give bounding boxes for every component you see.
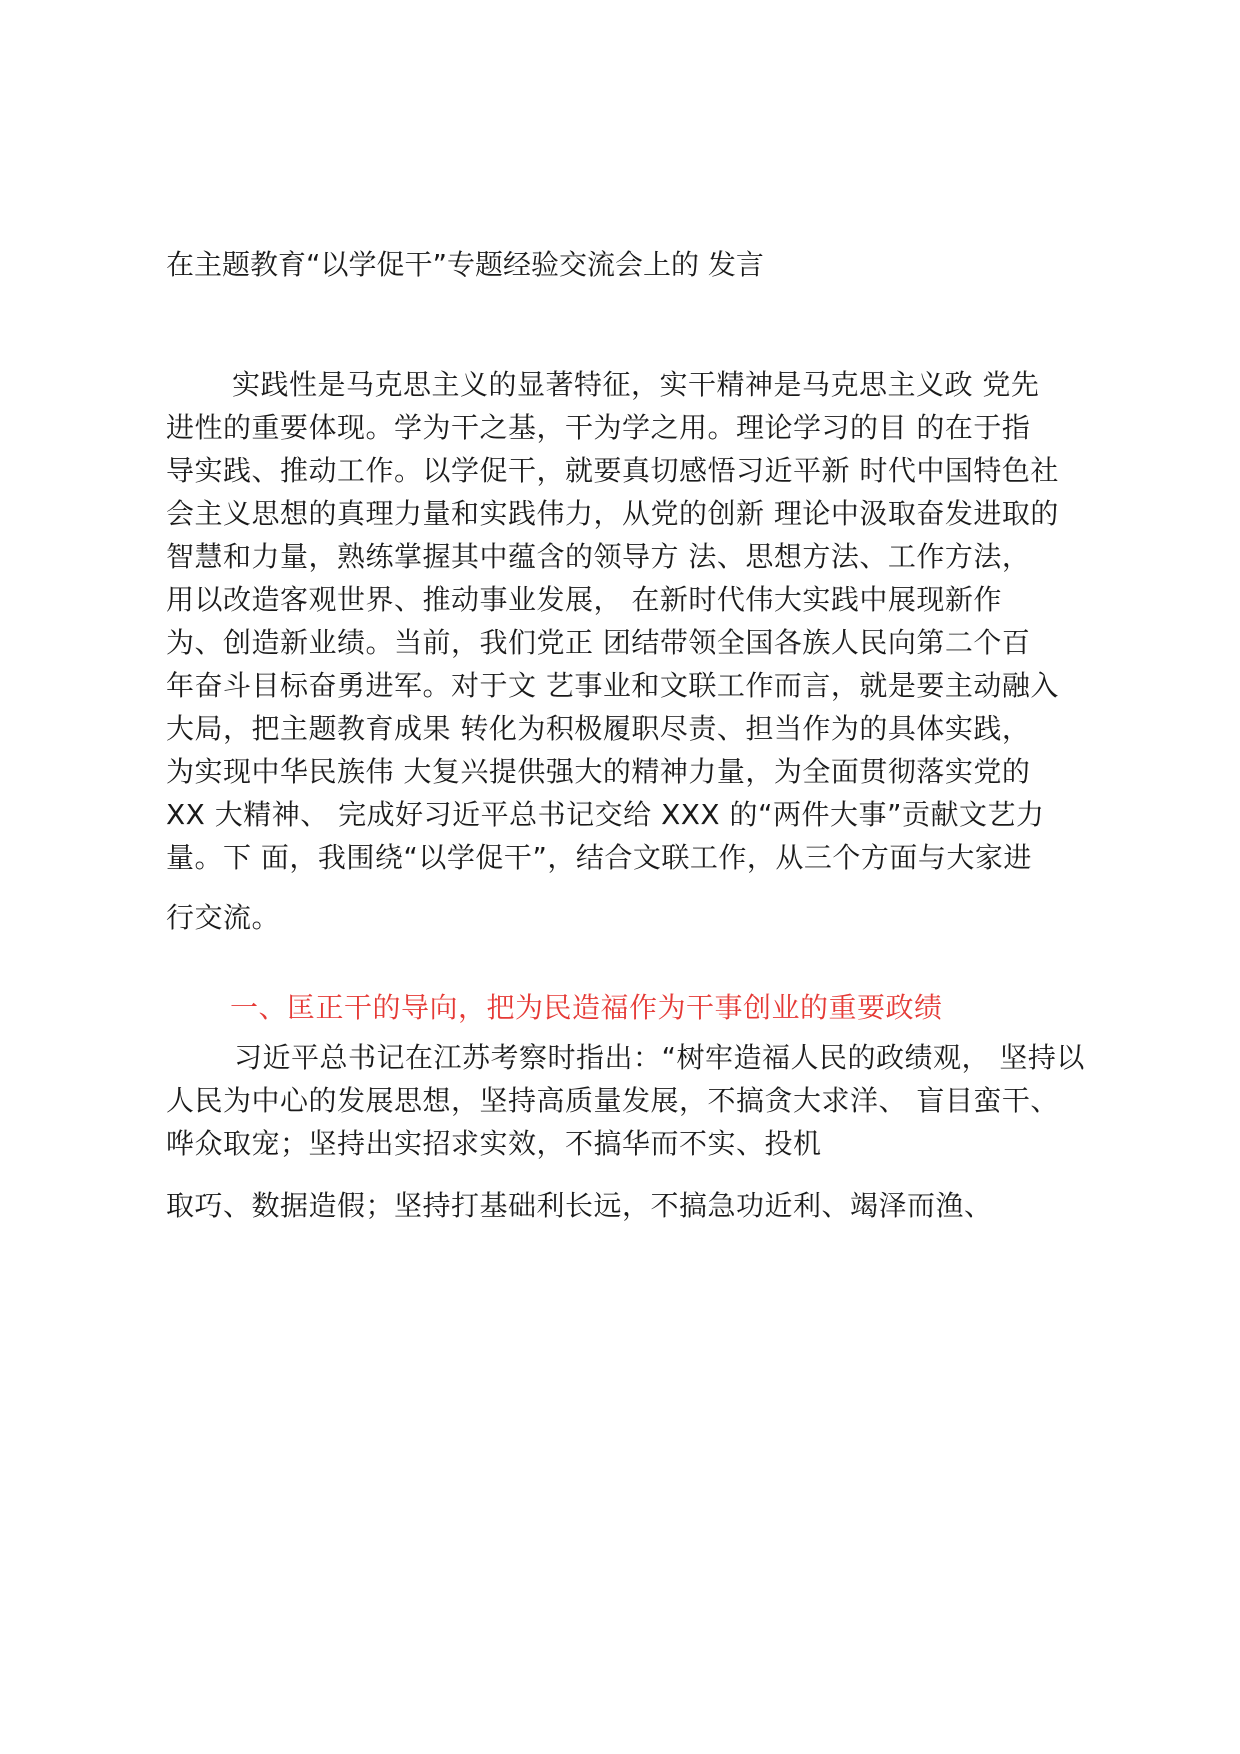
intro-line-8: 年奋斗目标奋勇进军。对于文 艺事业和文联工作而言，就是要主动融入 xyxy=(166,669,1059,702)
intro-line-10: 为实现中华民族伟 大复兴提供强大的精神力量，为全面贯彻落实党的 xyxy=(166,755,1031,788)
intro-line-4: 会主义思想的真理力量和实践伟力，从党的创新 理论中汲取奋发进取的 xyxy=(166,497,1059,530)
intro-line-1: 实践性是马克思主义的显著特征，实干精神是马克思主义政 党先 xyxy=(232,368,1040,401)
section1-line-2: 人民为中心的发展思想，坚持高质量发展，不搞贪大求洋、 盲目蛮干、 xyxy=(166,1084,1059,1117)
section-heading-1: 一、匡正干的导向，把为民造福作为干事创业的重要政绩 xyxy=(230,991,943,1024)
intro-line-3: 导实践、推动工作。以学促干，就要真切感悟习近平新 时代中国特色社 xyxy=(166,454,1059,487)
intro-line-9: 大局，把主题教育成果 转化为积极履职尽责、担当作为的具体实践， xyxy=(166,712,1031,745)
intro-line-5: 智慧和力量，熟练掌握其中蕴含的领导方 法、思想方法、工作方法， xyxy=(166,540,1031,573)
section1-line-3: 哗众取宠；坚持出实招求实效，不搞华而不实、投机 xyxy=(166,1127,822,1160)
section1-line-4: 取巧、数据造假；坚持打基础利长远，不搞急功近利、竭泽而渔、 xyxy=(166,1189,993,1222)
intro-line-12: 量。下 面，我围绕“以学促干”，结合文联工作，从三个方面与大家进 xyxy=(166,841,1032,874)
intro-line-6: 用以改造客观世界、推动事业发展， 在新时代伟大实践中展现新作 xyxy=(166,583,1002,616)
section1-line-1: 习近平总书记在江苏考察时指出：“树牢造福人民的政绩观， 坚持以 xyxy=(234,1041,1085,1074)
document-title: 在主题教育“以学促干”专题经验交流会上的 发言 xyxy=(166,248,764,281)
intro-line-13: 行交流。 xyxy=(166,901,281,934)
intro-line-11: XX 大精神、 完成好习近平总书记交给 XXX 的“两件大事”贡献文艺力 xyxy=(166,798,1045,831)
intro-line-7: 为、创造新业绩。当前，我们党正 团结带领全国各族人民向第二个百 xyxy=(166,626,1031,659)
intro-line-2: 进性的重要体现。学为干之基，干为学之用。理论学习的目 的在于指 xyxy=(166,411,1031,444)
